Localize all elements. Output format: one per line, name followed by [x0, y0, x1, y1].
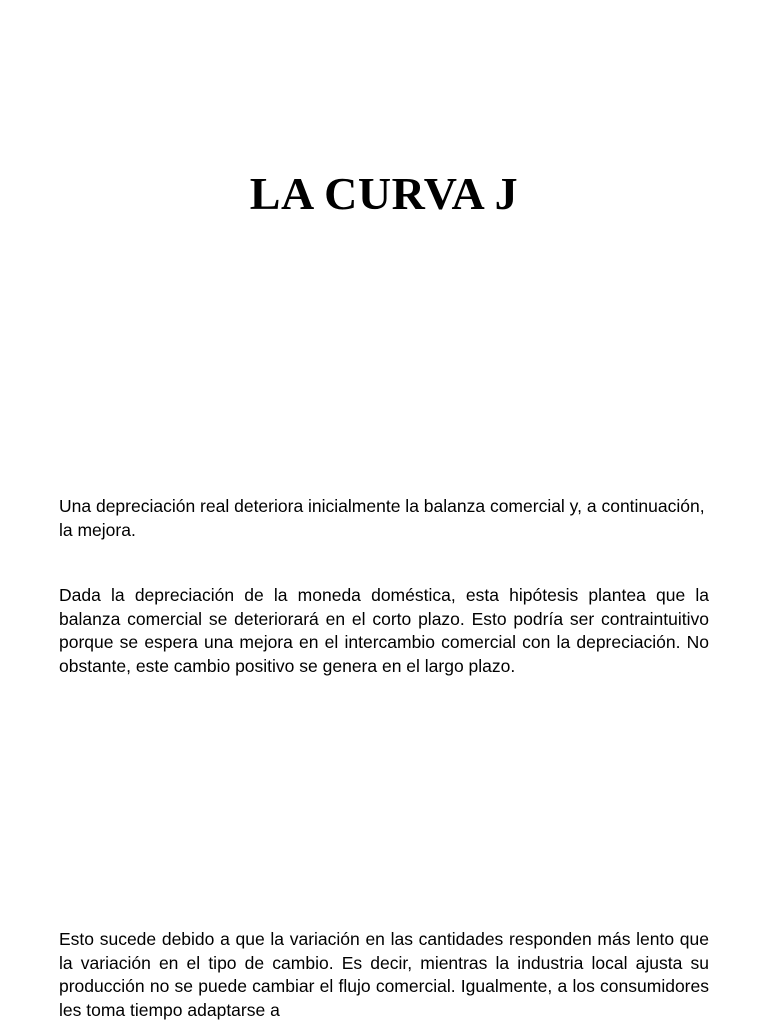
page-title: LA CURVA J: [249, 168, 519, 219]
paragraph-hypothesis: Dada la depreciación de la moneda doméstica, esta hipótesis plantea que la balanza comercial se deteriorará en el corto plazo. Esto podría ser contraintuitivo porque se espera una mejora en el intercambio comercial con la depreciación. No obstante, este cambio positivo se genera en el largo plazo.: [59, 585, 709, 676]
paragraph-explanation: Esto sucede debido a que la variación en las cantidades responden más lento que la variación en el tipo de cambio. Es decir, mientras la industria local ajusta su producción no se puede cambiar el flujo comercial. Igualmente, a los consumidores les toma tiempo adaptarse a: [59, 929, 709, 1020]
paragraph-intro: Una depreciación real deteriora inicialmente la balanza comercial y, a continuación, la mejora.: [59, 496, 705, 540]
